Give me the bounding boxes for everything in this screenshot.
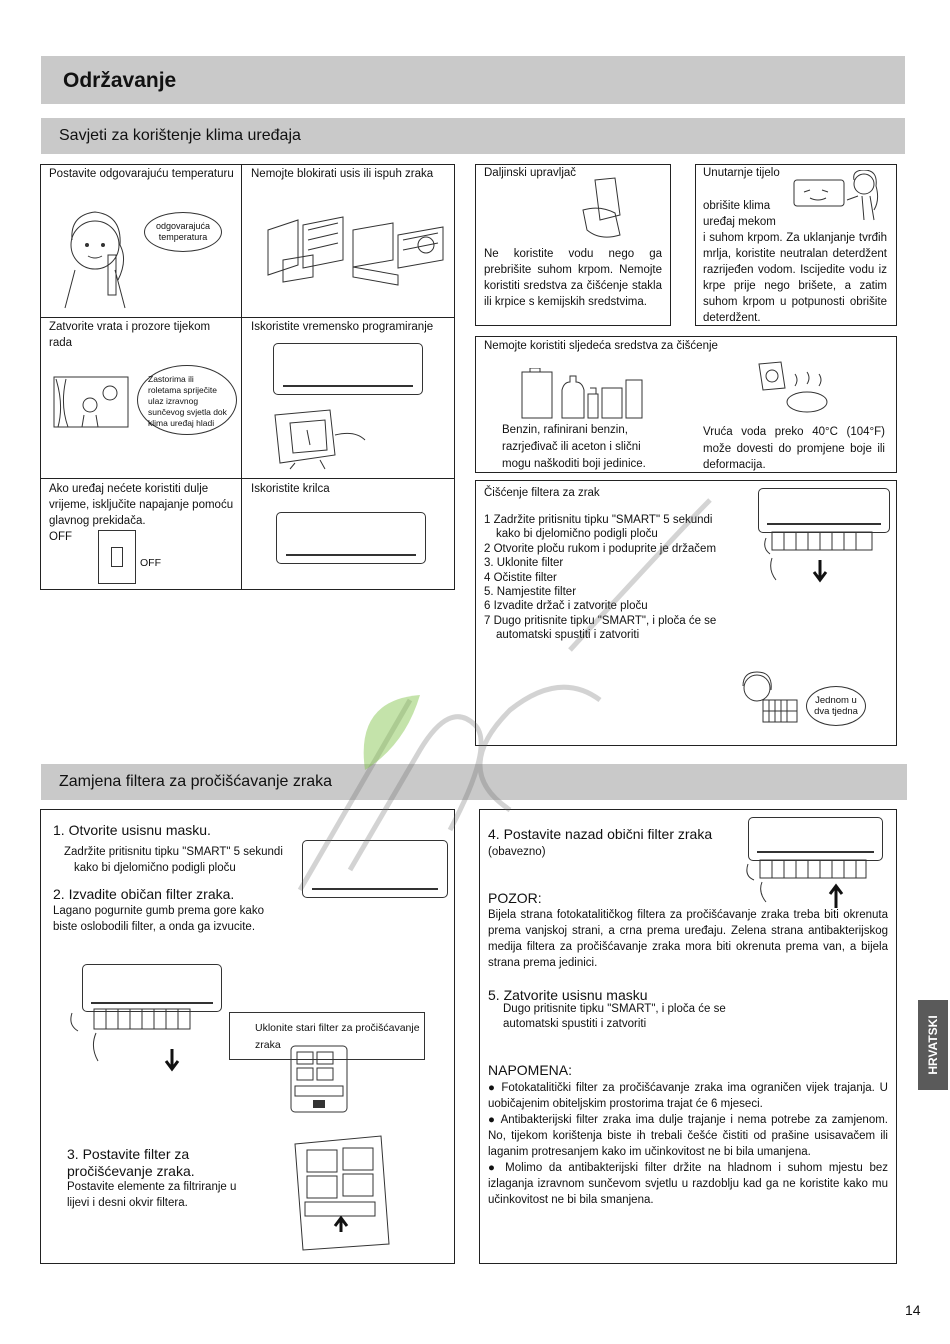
section-title-tips: Savjeti za korištenje klima uređaja: [59, 127, 301, 144]
tip-no-block: Nemojte blokirati usis ili ispuh zraka: [251, 168, 434, 180]
window-curtain-illustration: [52, 375, 132, 433]
filter-step: 3. Uklonite filter: [484, 557, 564, 570]
filter-step: 7 Dugo pritisnite tipku "SMART", i ploča će se: [484, 614, 717, 627]
remote-cloth-illustration: [575, 175, 635, 243]
filter-step: kako bi djelomično podigli ploču: [496, 528, 658, 541]
step1-text: kako bi djelomično podigli ploču: [74, 862, 236, 874]
tip-louvers: Iskoristite krilca: [251, 483, 330, 495]
filter-step: 4 Očistite filter: [484, 571, 557, 584]
ac-unit-illustration: [273, 343, 423, 395]
page-title: Održavanje: [63, 69, 177, 92]
step2-text: biste oslobodili filter, a onda ga izvucite.: [53, 921, 256, 933]
off-label: OFF: [49, 531, 72, 543]
note-title: NAPOMENA:: [488, 1062, 573, 1078]
tip-power-off: Ako uređaj nećete koristiti dulje vrijeme, isključite napajanje pomoću glavnog prekidača.: [49, 483, 234, 527]
language-tab-label: HRVATSKI: [926, 1015, 940, 1075]
remote-title: Daljinski upravljač: [484, 167, 577, 179]
step2-text: Lagano pogurnite gumb prema gore kako: [53, 905, 264, 917]
filter-return-illustration: [744, 856, 884, 912]
step5-text: Dugo pritisnite tipku "SMART", i ploča će se: [503, 1003, 726, 1015]
blocked-vents-illustration: [258, 205, 450, 287]
switch-off-label: OFF: [140, 557, 161, 569]
callout-text: zraka: [255, 1039, 281, 1051]
old-filter-illustration: [285, 1042, 355, 1114]
filter-step: 5. Namjestite filter: [484, 586, 577, 599]
agents-left-text: Benzin, rafinirani benzin, razrjeđivač ili aceton i slični mogu naškoditi boji jedinice.: [502, 424, 646, 470]
filter-clean-title: Čišćenje filtera za zrak: [484, 487, 600, 499]
main-switch-icon: [98, 530, 136, 584]
indoor-unit-text: i suhom krpom. Za uklanjanje tvrđih mrlja, koristite neutralan deterdžent razrijeđen vodom. Iscijedite vodu iz krpe prije nego brišete, a zatim suhom krpom u potpunosti obrišite deterdžent.: [703, 232, 887, 324]
note-item: ● Molimo da antibakterijski filter držite na hladnom i suhom mjestu bez izlaganja izravnom sunčevom svjetlu u razdoblju kad ga ne koristite kako mu učinkovitost ne bi bila smanjena.: [488, 1162, 888, 1206]
filter-step: 2 Otvorite ploču rukom i poduprite je držačem: [484, 542, 717, 555]
filter-step: 6 Izvadite držač i zatvorite ploču: [484, 600, 648, 613]
tip-timer: Iskoristite vremensko programiranje: [251, 321, 434, 333]
caution-text: Bijela strana fotokatalitičkog filtera za pročišćavanje zraka treba biti okrenuta prema vanjskoj strani, a crna prema uređaju. Zelena strana antibakterijskog medija filtera za pročišćavanje zraka mora biti okrenuta prema van, a bijela strana prema jedinici.: [488, 909, 888, 969]
page-number: 14: [905, 1302, 921, 1318]
new-filter-illustration: [285, 1132, 395, 1254]
step4-sub: (obavezno): [488, 846, 546, 858]
agents-right-text: Vruća voda preko 40°C (104°F) može dovesti do promjene boje ili deformacija.: [703, 426, 885, 471]
grid-divider: [40, 478, 455, 479]
filter-pull-illustration: [66, 1005, 226, 1075]
note-item: ● Fotokatalitički filter za pročišćavanje zraka ima ograničen vijek trajanja. U uobičajenim obiteljskim prostorima trajat će 6 mjeseci.: [488, 1082, 888, 1110]
caution-title: POZOR:: [488, 890, 542, 906]
girl-thermometer-illustration: [50, 200, 240, 310]
remote-timer-illustration: [265, 405, 375, 470]
title-bar: [41, 56, 905, 104]
ac-unit-open-illustration: [748, 817, 883, 861]
grid-divider: [40, 317, 455, 318]
step3-text: lijevi i desni okvir filtera.: [67, 1197, 188, 1209]
grid-divider: [241, 164, 242, 590]
tip-temperature: Postavite odgovarajuću temperaturu: [49, 168, 234, 180]
step3-title: [67, 1146, 195, 1180]
step1-text: Zadržite pritisnitu tipku "SMART" 5 sekundi: [64, 846, 283, 858]
filter-removal-illustration: [762, 528, 892, 584]
step3-title-line: 3. Postavite filter za: [67, 1146, 190, 1162]
callout-text: Uklonite stari filter za pročišćavanje: [255, 1022, 420, 1034]
ac-unit-illustration: [276, 512, 426, 564]
language-tab: [918, 1000, 948, 1090]
tip-close-windows: Zatvorite vrata i prozore tijekom rada: [49, 321, 211, 349]
section-title-replace: Zamjena filtera za pročišćavanje zraka: [59, 773, 333, 790]
note-item: ● Antibakterijski filter zraka ima dulje trajanje i nema potrebe za zamjenom. No, tijekom korištenja biste ih trebali češće čistiti od prašine usisavačem ili laganim protresanjem kako im učinkovitost ne bi bila umanjena.: [488, 1114, 888, 1158]
filter-step: automatski spustiti i zatvoriti: [496, 629, 640, 642]
temperature-bubble: odgovarajuća temperatura: [144, 212, 222, 252]
step1-title: 1. Otvorite usisnu masku.: [53, 822, 211, 838]
step2-title: 2. Izvadite običan filter zraka.: [53, 886, 235, 902]
filter-steps: [484, 513, 716, 643]
frequency-bubble: Jednom u dva tjedna: [806, 686, 866, 726]
step5-text: automatski spustiti i zatvoriti: [503, 1018, 647, 1030]
curtain-bubble: Zastorima ili roletama spriječite ulaz izravnog sunčevog svjetla dok klima uređaj hladi: [137, 365, 237, 435]
ac-unit-illustration: [302, 840, 448, 898]
replace-bar: [41, 764, 907, 800]
hot-water-illustration: [755, 360, 835, 420]
step3-text: Postavite elemente za filtriranje u: [67, 1181, 237, 1193]
step4-title: 4. Postavite nazad obični filter zraka: [488, 826, 713, 842]
step3-title-line: pročišćevanje zraka.: [67, 1163, 195, 1179]
indoor-unit-title: Unutarnje tijelo: [703, 167, 780, 179]
step5-title: 5. Zatvorite usisnu masku: [488, 987, 648, 1003]
filter-step: 1 Zadržite pritisnitu tipku "SMART" 5 sekundi: [484, 514, 713, 526]
agents-title: Nemojte koristiti sljedeća sredstva za čišćenje: [484, 340, 718, 352]
wiping-unit-illustration: [792, 170, 892, 224]
chemical-bottles-illustration: [518, 368, 648, 420]
ac-unit-open-illustration: [758, 488, 890, 533]
indoor-unit-text-start: obrišite klima uređaj mekom: [703, 200, 776, 228]
girl-filter-illustration: [735, 670, 805, 726]
remote-text: Ne koristite vodu nego ga prebrišite suhom krpom. Nemojte koristiti sredstva za čišćenje stakla ili krpice s kemijskih sredstvima.: [484, 248, 662, 308]
subtitle-bar: [41, 118, 905, 154]
